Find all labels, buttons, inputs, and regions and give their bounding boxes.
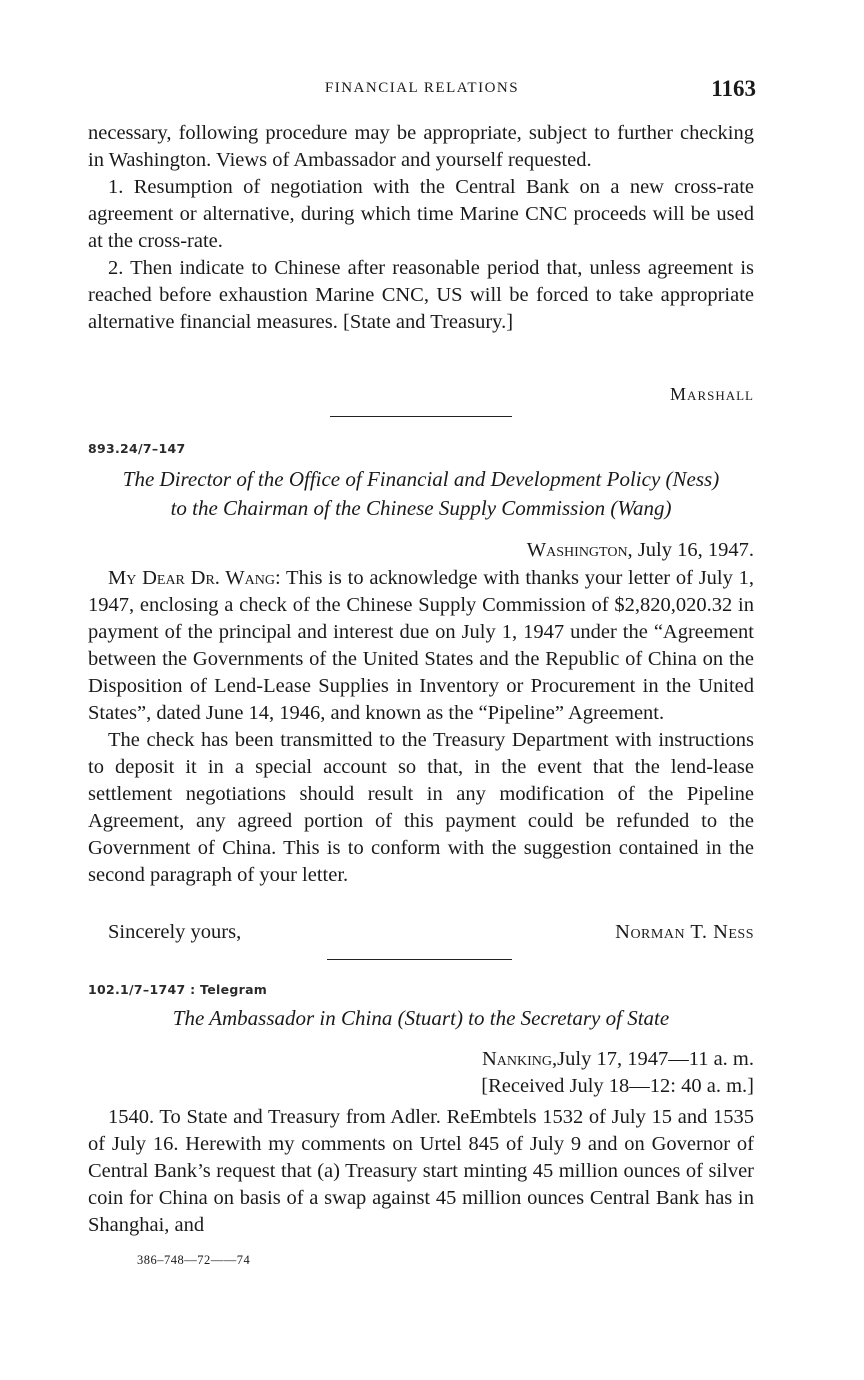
file-reference: 893.24/7–147 — [88, 441, 186, 456]
dateline-place: Washington, — [526, 539, 633, 561]
letter-paragraph-1-text: This is to acknowledge with thanks your letter of July 1, 1947, enclosing a check of the Chinese Supply Commission of $2,820,020.32 in payment of the principal and interest due on July 1, 1947 under the “Agreement between the Governments of the United States and the Republic of China on the Disposition of Lend-Lease Supplies in Inventory or Procurement in the United States”, dated June 14, 1946, and known as the “Pipeline” Agreement. — [88, 567, 754, 724]
signature-ness: Norman T. Ness — [615, 921, 754, 943]
document-title-line-1: The Director of the Office of Financial and Development Policy (Ness) — [122, 467, 720, 491]
section-divider — [327, 959, 512, 960]
page-header — [88, 76, 756, 104]
telegram-dateline — [481, 1046, 754, 1100]
telegram-title: The Ambassador in China (Stuart) to the Secretary of State — [172, 1006, 670, 1030]
dateline-date: July 16, 1947. — [637, 539, 754, 561]
document-title-line-2: to the Chairman of the Chinese Supply Commission (Wang) — [170, 496, 672, 520]
letter-paragraph-2: The check has been transmitted to the Treasury Department with instructions to deposit it in a special account so that, in the event that the lend-lease settlement negotiations should result in any modification of the Pipeline Agreement, any agreed portion of this payment could be refunded to the Government of China. This is to conform with the suggestion contained in the second paragraph of your letter. — [88, 729, 754, 886]
telegram-body — [88, 1104, 754, 1239]
section-continuation — [88, 120, 754, 336]
running-title: FINANCIAL RELATIONS — [324, 80, 520, 96]
numbered-item-1: 1. Resumption of negotiation with the Central Bank on a new cross-rate agreement or alternative, during which time Marine CNC proceeds will be used at the cross-rate. — [88, 176, 754, 252]
dateline-place: Nanking, — [482, 1048, 558, 1070]
section-divider — [330, 416, 512, 417]
numbered-item-2: 2. Then indicate to Chinese after reasonable period that, unless agreement is reached before exhaustion Marine CNC, US will be forced to take appropriate alternative financial measures. [State and Treasury.] — [88, 257, 754, 333]
letter-paragraph-1 — [88, 565, 754, 727]
dateline-date: July 17, 1947—11 a. m. — [557, 1048, 754, 1070]
page-number: 1163 — [711, 76, 756, 101]
signature-marshall: Marshall — [670, 384, 754, 404]
received-note: [Received July 18—12: 40 a. m.] — [481, 1075, 754, 1097]
paragraph-continuation: necessary, following procedure may be appropriate, subject to further checking in Washington. Views of Ambassador and yourself requested. — [88, 122, 754, 171]
salutation: My Dear Dr. Wang: — [108, 567, 281, 589]
printer-code: 386–748—72——74 — [137, 1253, 251, 1267]
telegram-paragraph-1: 1540. To State and Treasury from Adler. ReEmbtels 1532 of July 15 and 1535 of July 16. Herewith my comments on Urtel 845 of July 9 and on Governor of Central Bank’s request that (a) Treasury start minting 45 million ounces of silver coin for China on basis of a swap against 45 million ounces Central Bank has in Shanghai, and — [88, 1106, 754, 1236]
file-reference: 102.1/7–1747 : Telegram — [88, 982, 268, 997]
telegram-dateline-line — [481, 1046, 754, 1073]
dateline — [527, 537, 754, 564]
letter-body — [88, 565, 754, 889]
document-title — [88, 465, 754, 523]
closing-phrase: Sincerely yours, — [108, 921, 242, 943]
